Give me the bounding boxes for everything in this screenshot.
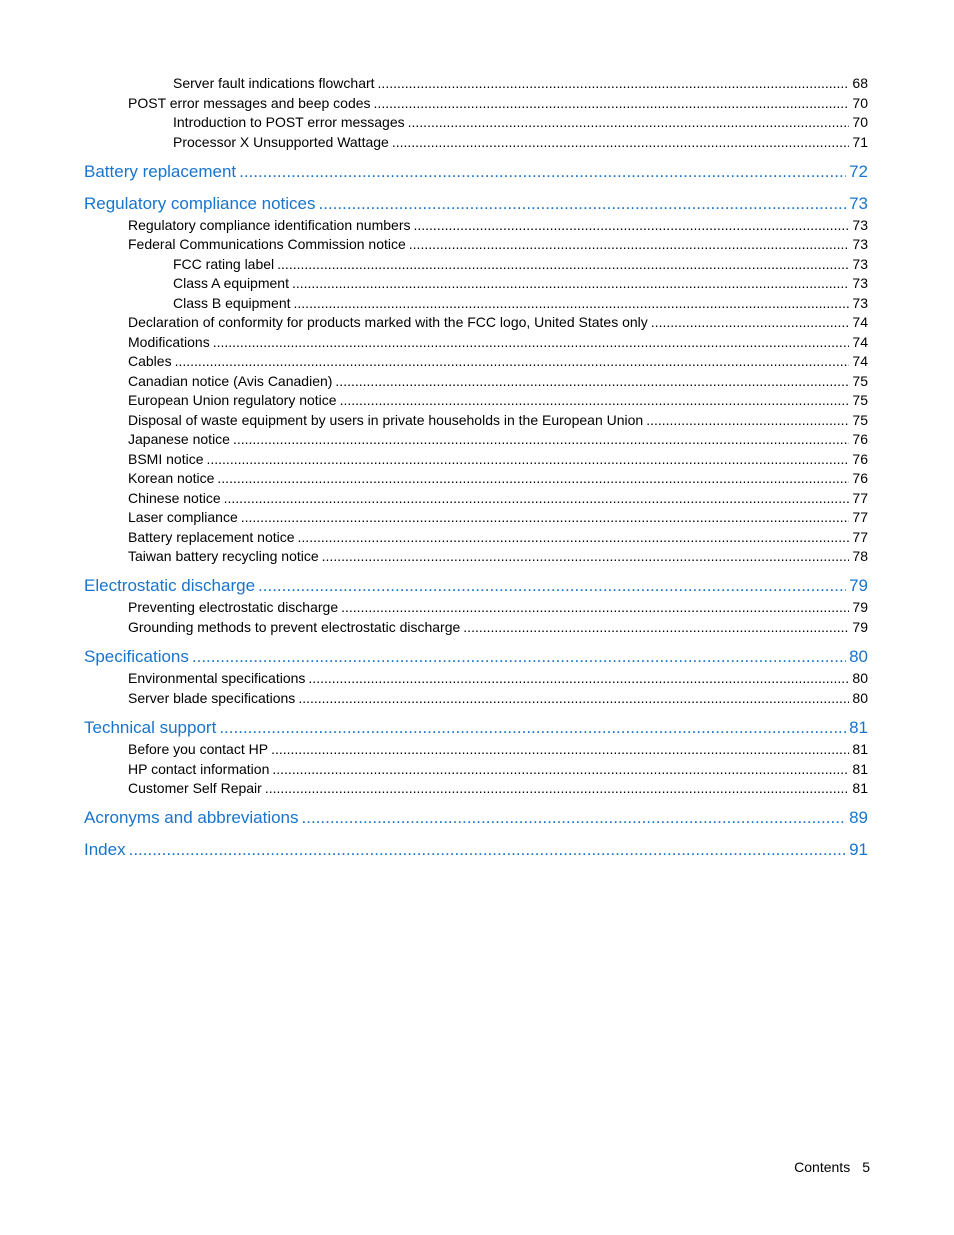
- toc-dot-leader: [374, 95, 850, 111]
- toc-section-entry[interactable]: [173, 275, 868, 294]
- toc-entry-title: Preventing electrostatic discharge: [128, 599, 339, 615]
- toc-entry-title: Cables: [128, 353, 172, 369]
- toc-entry-title: FCC rating label: [173, 256, 275, 272]
- toc-chapter-entry[interactable]: [84, 194, 868, 216]
- toc-section-entry[interactable]: [128, 509, 868, 528]
- toc-dot-leader: [258, 576, 846, 596]
- toc-dot-leader: [213, 334, 850, 350]
- toc-section-entry[interactable]: [128, 741, 868, 760]
- toc-entry-title: European Union regulatory notice: [128, 392, 337, 408]
- toc-section-entry[interactable]: [128, 619, 868, 638]
- toc-dot-leader: [463, 619, 849, 635]
- toc-section-entry[interactable]: [173, 256, 868, 275]
- toc-dot-leader: [335, 373, 849, 389]
- toc-page-number: 76: [852, 470, 868, 486]
- toc-dot-leader: [239, 162, 846, 182]
- toc-section-entry[interactable]: [128, 761, 868, 780]
- toc-page-number: 81: [852, 780, 868, 796]
- toc-dot-leader: [192, 647, 846, 667]
- toc-page-number: 79: [849, 576, 868, 595]
- toc-dot-leader: [265, 780, 850, 796]
- toc-section-entry[interactable]: [128, 599, 868, 618]
- toc-page-number: 81: [849, 718, 868, 737]
- toc-page-number: 75: [852, 392, 868, 408]
- toc-page-number: 79: [852, 599, 868, 615]
- toc-entry-title: Server fault indications flowchart: [173, 75, 375, 91]
- toc-entry-title: Server blade specifications: [128, 690, 296, 706]
- toc-page-number: 74: [852, 353, 868, 369]
- toc-page-number: 73: [852, 236, 868, 252]
- toc-entry-title: Specifications: [84, 647, 189, 666]
- toc-entry-title: POST error messages and beep codes: [128, 95, 371, 111]
- toc-page-number: 75: [852, 412, 868, 428]
- toc-page-number: 73: [852, 256, 868, 272]
- toc-page-number: 77: [852, 529, 868, 545]
- toc-entry-title: Regulatory compliance identification numbers: [128, 217, 411, 233]
- toc-page-number: 77: [852, 509, 868, 525]
- toc-dot-leader: [233, 431, 849, 447]
- toc-section-entry[interactable]: [128, 451, 868, 470]
- toc-dot-leader: [219, 718, 846, 738]
- toc-entry-title: HP contact information: [128, 761, 270, 777]
- toc-page-number: 73: [852, 217, 868, 233]
- toc-section-entry[interactable]: [128, 529, 868, 548]
- toc-page-number: 81: [852, 741, 868, 757]
- toc-page-number: 73: [852, 275, 868, 291]
- toc-page-number: 76: [852, 451, 868, 467]
- toc-page-number: 73: [849, 194, 868, 213]
- toc-dot-leader: [224, 490, 850, 506]
- toc-entry-title: Customer Self Repair: [128, 780, 262, 796]
- toc-entry-title: BSMI notice: [128, 451, 204, 467]
- toc-section-entry[interactable]: [128, 548, 868, 567]
- toc-page-number: 80: [852, 670, 868, 686]
- toc-chapter-entry[interactable]: [84, 718, 868, 740]
- toc-entry-title: Before you contact HP: [128, 741, 269, 757]
- toc-page-number: 72: [849, 162, 868, 181]
- toc-section-entry[interactable]: [173, 75, 868, 94]
- toc-dot-leader: [646, 412, 849, 428]
- toc-entry-title: Introduction to POST error messages: [173, 114, 405, 130]
- toc-chapter-entry[interactable]: [84, 808, 868, 830]
- toc-section-entry[interactable]: [128, 780, 868, 799]
- toc-dot-leader: [292, 275, 849, 291]
- toc-dot-leader: [298, 529, 850, 545]
- toc-section-entry[interactable]: [128, 490, 868, 509]
- toc-dot-leader: [277, 256, 849, 272]
- toc-chapter-entry[interactable]: [84, 647, 868, 669]
- toc-page-number: 80: [852, 690, 868, 706]
- toc-dot-leader: [272, 761, 849, 777]
- toc-dot-leader: [241, 509, 850, 525]
- toc-entry-title: Environmental specifications: [128, 670, 306, 686]
- toc-section-entry[interactable]: [128, 412, 868, 431]
- toc-dot-leader: [294, 295, 850, 311]
- toc-page-number: 91: [849, 840, 868, 859]
- toc-section-entry[interactable]: [128, 670, 868, 689]
- toc-dot-leader: [322, 548, 850, 564]
- toc-entry-title: Modifications: [128, 334, 210, 350]
- toc-entry-title: Chinese notice: [128, 490, 221, 506]
- toc-section-entry[interactable]: [128, 431, 868, 450]
- footer-page-number: 5: [862, 1159, 870, 1175]
- toc-entry-title: Acronyms and abbreviations: [84, 808, 299, 827]
- toc-entry-title: Technical support: [84, 718, 217, 737]
- toc-section-entry[interactable]: [128, 95, 868, 114]
- toc-section-entry[interactable]: [128, 217, 868, 236]
- toc-entry-title: Index: [84, 840, 126, 859]
- toc-section-entry[interactable]: [128, 314, 868, 333]
- toc-page-number: 77: [852, 490, 868, 506]
- toc-entry-title: Processor X Unsupported Wattage: [173, 134, 389, 150]
- toc-entry-title: Federal Communications Commission notice: [128, 236, 406, 252]
- toc-page-number: 74: [852, 314, 868, 330]
- toc-chapter-entry[interactable]: [84, 576, 868, 598]
- toc-page-number: 81: [852, 761, 868, 777]
- toc-page-number: 78: [852, 548, 868, 564]
- toc-section-entry[interactable]: [173, 134, 868, 153]
- toc-entry-title: Class B equipment: [173, 295, 291, 311]
- toc-page-number: 76: [852, 431, 868, 447]
- page-footer: [794, 1159, 870, 1175]
- toc-dot-leader: [319, 194, 847, 214]
- toc-entry-title: Taiwan battery recycling notice: [128, 548, 319, 564]
- toc-dot-leader: [175, 353, 850, 369]
- toc-entry-title: Grounding methods to prevent electrostatic discharge: [128, 619, 461, 635]
- toc-entry-title: Laser compliance: [128, 509, 238, 525]
- toc-dot-leader: [129, 840, 846, 860]
- toc-entry-title: Class A equipment: [173, 275, 289, 291]
- toc-section-entry[interactable]: [128, 236, 868, 255]
- toc-dot-leader: [409, 236, 850, 252]
- toc-page-number: 80: [849, 647, 868, 666]
- toc-dot-leader: [217, 470, 849, 486]
- toc-section-entry[interactable]: [128, 353, 868, 372]
- toc-dot-leader: [298, 690, 849, 706]
- toc-section-entry[interactable]: [128, 690, 868, 709]
- toc-page-number: 73: [852, 295, 868, 311]
- toc-section-entry[interactable]: [128, 392, 868, 411]
- toc-page-number: 75: [852, 373, 868, 389]
- toc-dot-leader: [392, 134, 850, 150]
- footer-section-label: Contents: [794, 1159, 851, 1175]
- toc-dot-leader: [308, 670, 849, 686]
- toc-entry-title: Disposal of waste equipment by users in private households in the European Union: [128, 412, 644, 428]
- toc-entry-title: Regulatory compliance notices: [84, 194, 316, 213]
- toc-entry-title: Battery replacement: [84, 162, 237, 181]
- toc-page-number: 89: [849, 808, 868, 827]
- toc-page-number: 79: [852, 619, 868, 635]
- toc-dot-leader: [340, 392, 850, 408]
- toc-page-number: 70: [852, 114, 868, 130]
- toc-dot-leader: [413, 217, 849, 233]
- toc-entry-title: Electrostatic discharge: [84, 576, 256, 595]
- toc-page-number: 70: [852, 95, 868, 111]
- toc-section-entry[interactable]: [128, 334, 868, 353]
- toc-section-entry[interactable]: [173, 114, 868, 133]
- toc-page-number: 71: [852, 134, 868, 150]
- toc-dot-leader: [408, 114, 850, 130]
- toc-entry-title: Declaration of conformity for products marked with the FCC logo, United States only: [128, 314, 648, 330]
- toc-dot-leader: [651, 314, 850, 330]
- toc-chapter-entry[interactable]: [84, 162, 868, 184]
- toc-section-entry[interactable]: [128, 373, 868, 392]
- toc-dot-leader: [378, 75, 850, 91]
- toc-entry-title: Japanese notice: [128, 431, 230, 447]
- toc-entry-title: Battery replacement notice: [128, 529, 295, 545]
- toc-dot-leader: [271, 741, 849, 757]
- toc-entry-title: Canadian notice (Avis Canadien): [128, 373, 333, 389]
- toc-page-number: 74: [852, 334, 868, 350]
- toc-dot-leader: [206, 451, 849, 467]
- toc-dot-leader: [341, 599, 849, 615]
- toc-section-entry[interactable]: [173, 295, 868, 314]
- toc-page-number: 68: [852, 75, 868, 91]
- toc-entry-title: Korean notice: [128, 470, 215, 486]
- toc-chapter-entry[interactable]: [84, 840, 868, 862]
- toc-section-entry[interactable]: [128, 470, 868, 489]
- toc-dot-leader: [302, 808, 847, 828]
